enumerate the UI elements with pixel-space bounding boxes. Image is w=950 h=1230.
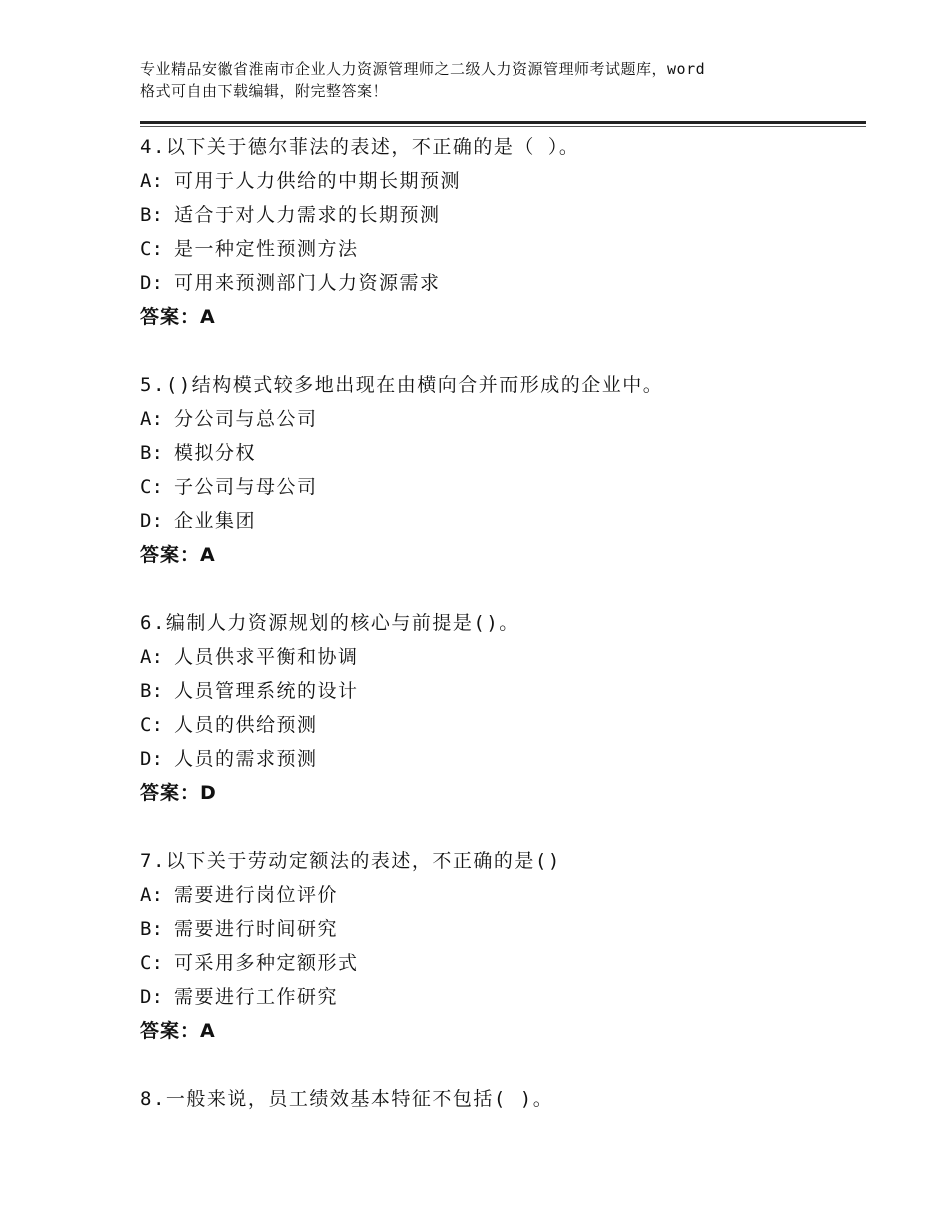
- question-title: 6.编制人力资源规划的核心与前提是()。: [140, 612, 520, 634]
- option-label: C:: [140, 238, 163, 260]
- option-label: A:: [140, 408, 163, 430]
- option-text: 可用于人力供给的中期长期预测: [174, 170, 462, 192]
- question-title: 5.()结构模式较多地出现在由横向合并而形成的企业中。: [140, 374, 664, 396]
- answer-line: 答案：A: [140, 306, 216, 328]
- option-d: [140, 980, 866, 1014]
- option-text: 适合于对人力需求的长期预测: [174, 204, 441, 226]
- question-7: [140, 844, 866, 1048]
- question-8: [140, 1082, 866, 1116]
- option-text: 需要进行岗位评价: [174, 884, 339, 906]
- option-label: D:: [140, 272, 163, 294]
- option-d: [140, 266, 866, 300]
- option-label: A:: [140, 646, 163, 668]
- option-d: [140, 742, 866, 776]
- option-text: 需要进行工作研究: [174, 986, 339, 1008]
- option-c: [140, 708, 866, 742]
- option-text: 人员的供给预测: [174, 714, 318, 736]
- spacer: [140, 572, 866, 606]
- spacer: [140, 334, 866, 368]
- answer-line: 答案：D: [140, 782, 217, 804]
- option-label: C:: [140, 476, 163, 498]
- option-text: 可采用多种定额形式: [174, 952, 359, 974]
- option-text: 需要进行时间研究: [174, 918, 339, 940]
- option-text: 是一种定性预测方法: [174, 238, 359, 260]
- option-label: D:: [140, 748, 163, 770]
- option-b: [140, 674, 866, 708]
- header-rule-thin: [140, 126, 866, 127]
- option-a: [140, 878, 866, 912]
- option-label: C:: [140, 952, 163, 974]
- option-text: 子公司与母公司: [174, 476, 318, 498]
- option-label: B:: [140, 204, 163, 226]
- option-c: [140, 946, 866, 980]
- question-title: 8.一般来说，员工绩效基本特征不包括( )。: [140, 1088, 554, 1110]
- option-label: D:: [140, 510, 163, 532]
- option-a: [140, 164, 866, 198]
- option-b: [140, 912, 866, 946]
- header-rule-thick: [140, 121, 866, 124]
- question-title: 4.以下关于德尔菲法的表述，不正确的是（ ）。: [140, 136, 580, 158]
- question-5: [140, 368, 866, 572]
- option-text: 人员的需求预测: [174, 748, 318, 770]
- question-list: [140, 130, 866, 1116]
- option-b: [140, 198, 866, 232]
- option-label: B:: [140, 918, 163, 940]
- question-6: [140, 606, 866, 810]
- document-header: [140, 58, 840, 102]
- answer-line: 答案：A: [140, 1020, 216, 1042]
- option-c: [140, 232, 866, 266]
- question-4: [140, 130, 866, 334]
- option-label: C:: [140, 714, 163, 736]
- option-text: 人员管理系统的设计: [174, 680, 359, 702]
- option-c: [140, 470, 866, 504]
- option-a: [140, 402, 866, 436]
- option-text: 人员供求平衡和协调: [174, 646, 359, 668]
- option-a: [140, 640, 866, 674]
- option-label: B:: [140, 680, 163, 702]
- spacer: [140, 810, 866, 844]
- header-line-1: 专业精品安徽省淮南市企业人力资源管理师之二级人力资源管理师考试题库，word: [140, 60, 706, 78]
- option-text: 企业集团: [174, 510, 257, 532]
- option-label: B:: [140, 442, 163, 464]
- option-b: [140, 436, 866, 470]
- header-line-2: 格式可自由下载编辑，附完整答案！: [140, 82, 389, 100]
- answer-line: 答案：A: [140, 544, 216, 566]
- option-label: A:: [140, 884, 163, 906]
- option-label: A:: [140, 170, 163, 192]
- option-text: 可用来预测部门人力资源需求: [174, 272, 441, 294]
- option-d: [140, 504, 866, 538]
- spacer: [140, 1048, 866, 1082]
- option-label: D:: [140, 986, 163, 1008]
- option-text: 模拟分权: [174, 442, 257, 464]
- option-text: 分公司与总公司: [174, 408, 318, 430]
- question-title: 7.以下关于劳动定额法的表述，不正确的是(): [140, 850, 561, 872]
